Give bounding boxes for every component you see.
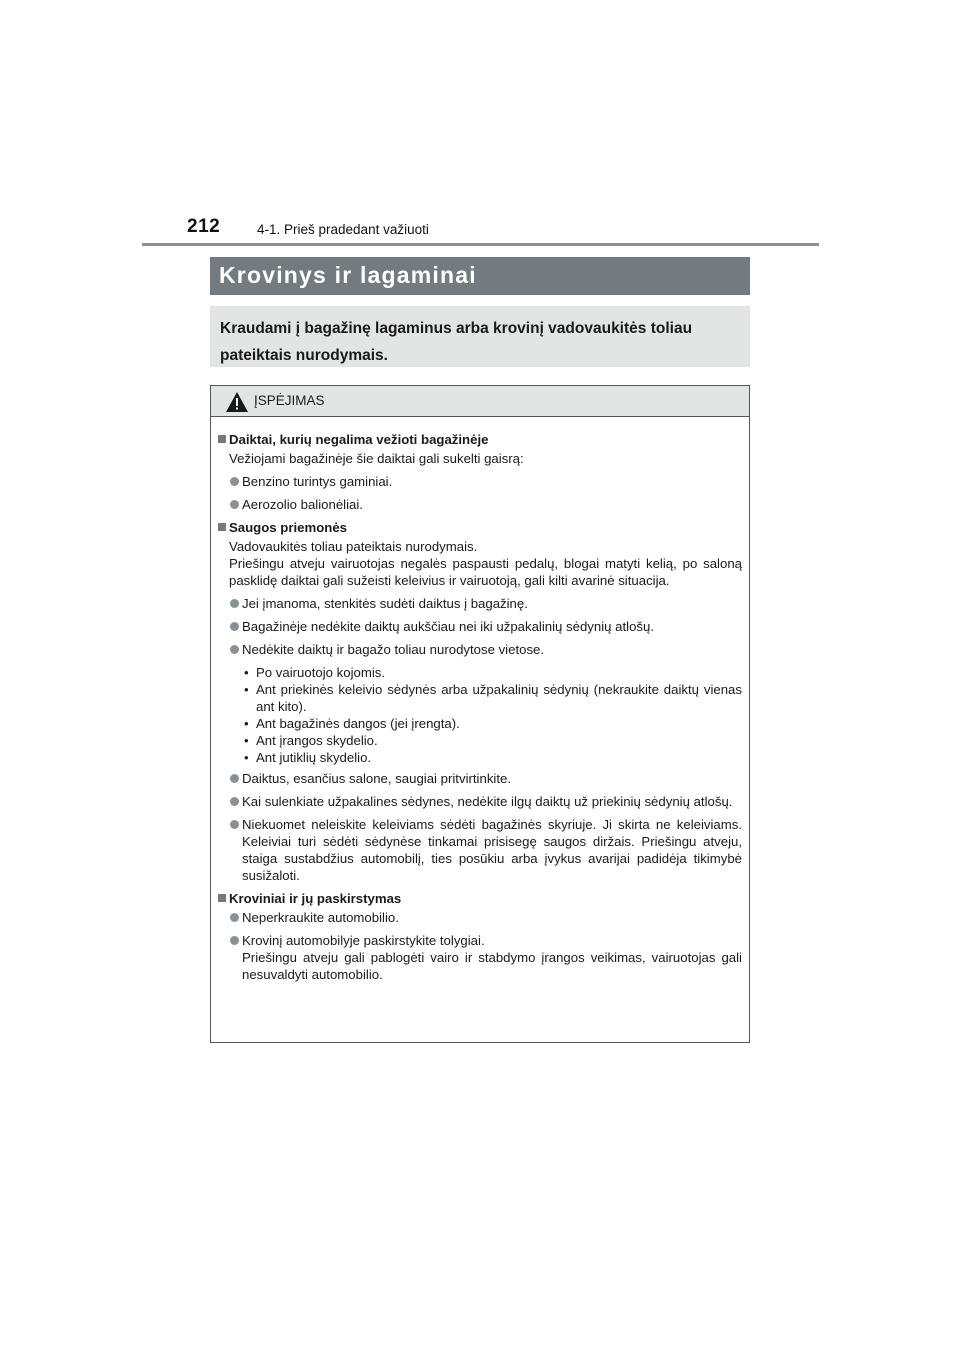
- page-title: Krovinys ir lagaminai: [210, 257, 750, 295]
- section-heading: Kroviniai ir jų paskirstymas: [218, 890, 742, 907]
- bullet-item: Bagažinėje nedėkite daiktų aukščiau nei iki užpakalinių sėdynių atlošų.: [218, 618, 742, 635]
- section-title: 4-1. Prieš pradedant važiuoti: [257, 222, 429, 237]
- warning-box: [210, 385, 750, 1043]
- bullet-item: Benzino turintys gaminiai.: [218, 473, 742, 490]
- bullet-item: Aerozolio balionėliai.: [218, 496, 742, 513]
- section-heading: Saugos priemonės: [218, 519, 742, 536]
- sub-bullet-item: • Ant jutiklių skydelio.: [218, 749, 742, 766]
- bullet-item: Neperkraukite automobilio.: [218, 909, 742, 926]
- warning-body: [211, 417, 749, 983]
- bullet-item: Daiktus, esančius salone, saugiai pritvirtinkite.: [218, 770, 742, 787]
- paragraph: Priešingu atveju vairuotojas negalės paspausti pedalų, blogai matyti kelią, po saloną pasklidę daiktai gali sužeisti keleivius ir vairuotoją, gali kilti avarinė situacija.: [229, 556, 742, 588]
- bullet-item: [218, 932, 742, 983]
- bullet-item: Niekuomet neleiskite keleiviams sėdėti bagažinės skyriuje. Ji skirta ne keleiviams. Keleiviai turi sėdėti sėdynėse tinkamai prisisegę saugos diržais. Priešingu atveju, staiga sustabdžius automobilį, ties posūkiu arba įvykus avarijai padidėja tikimybė susižaloti.: [218, 816, 742, 884]
- warning-triangle-icon: [226, 392, 248, 412]
- intro-text: Kraudami į bagažinę lagaminus arba krovinį vadovaukitės toliau pateiktais nurodymais.: [210, 306, 750, 367]
- section-heading: Daiktai, kurių negalima vežioti bagažinėje: [218, 431, 742, 448]
- paragraph: Vadovaukitės toliau pateiktais nurodymais.: [229, 539, 478, 554]
- sub-bullet-item: • Ant įrangos skydelio.: [218, 732, 742, 749]
- bullet-line: Priešingu atveju gali pablogėti vairo ir stabdymo įrangos veikimas, vairuotojas gali nesuvaldyti automobilio.: [242, 950, 742, 982]
- bullet-line: Krovinį automobilyje paskirstykite tolygiai.: [242, 933, 485, 948]
- warning-header: [211, 386, 749, 417]
- bullet-item: Jei įmanoma, stenkitės sudėti daiktus į bagažinę.: [218, 595, 742, 612]
- page-number: 212: [187, 216, 221, 237]
- sub-bullet-item: • Ant bagažinės dangos (jei įrengta).: [218, 715, 742, 732]
- bullet-item: Kai sulenkiate užpakalines sėdynes, nedėkite ilgų daiktų už priekinių sėdynių atlošų.: [218, 793, 742, 810]
- sub-bullet-item: • Po vairuotojo kojomis.: [218, 664, 742, 681]
- sub-bullet-item: • Ant priekinės keleivio sėdynės arba užpakalinių sėdynių (nekraukite daiktų vienas ant kito).: [218, 681, 742, 715]
- header-rule: [142, 243, 819, 246]
- warning-label: ĮSPĖJIMAS: [254, 393, 325, 408]
- paragraph: Vežiojami bagažinėje šie daiktai gali sukelti gaisrą:: [229, 451, 524, 466]
- bullet-item: Nedėkite daiktų ir bagažo toliau nurodytose vietose.: [218, 641, 742, 658]
